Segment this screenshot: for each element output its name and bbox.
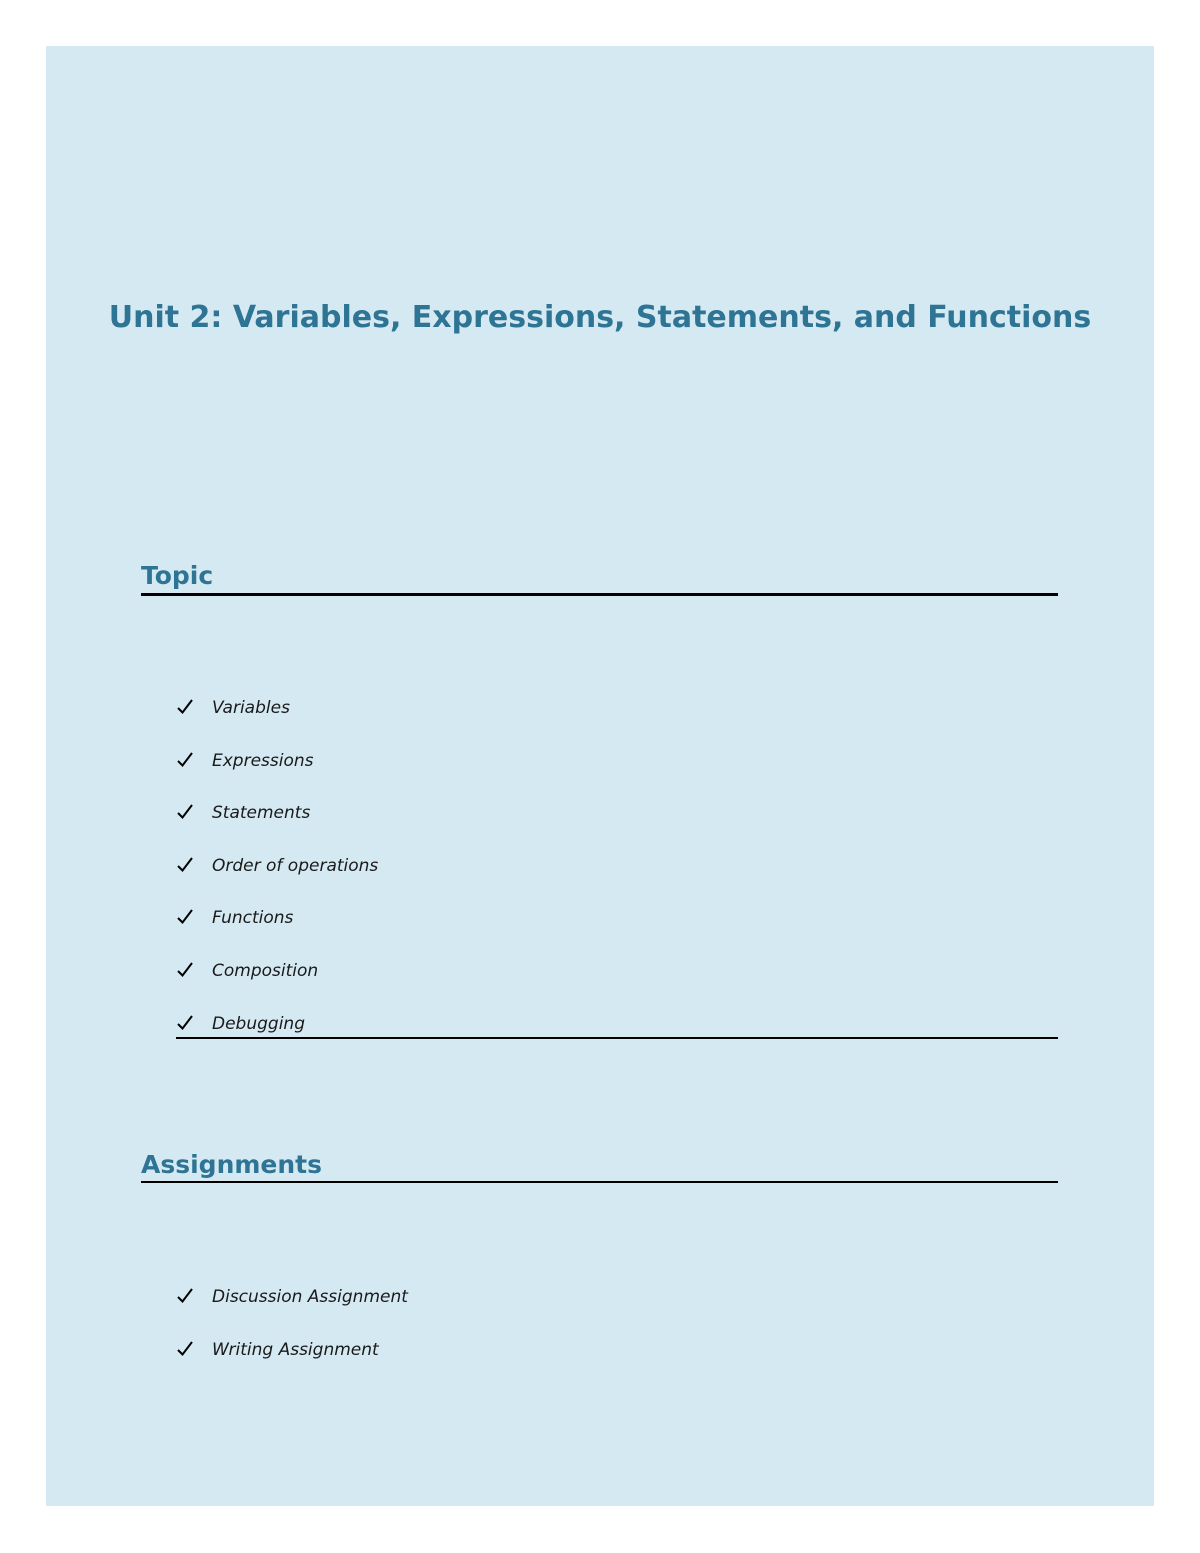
topic-heading: Topic — [141, 561, 214, 590]
checkmark-icon — [176, 855, 194, 875]
topic-item-label: Statements — [212, 803, 311, 824]
page-title: Unit 2: Variables, Expressions, Statements, and Functions — [108, 300, 1092, 335]
topic-heading-rule — [141, 593, 1058, 596]
topic-item-label: Order of operations — [212, 855, 379, 876]
assignment-item-label: Discussion Assignment — [212, 1287, 408, 1307]
topic-item-label: Variables — [212, 698, 290, 718]
assignments-heading-rule — [141, 1181, 1058, 1183]
assignment-item-label: Writing Assignment — [212, 1339, 379, 1360]
checkmark-icon — [176, 1013, 194, 1033]
topic-list-rule — [176, 1037, 1058, 1039]
checkmark-icon — [176, 907, 194, 927]
checkmark-icon — [176, 697, 194, 717]
topic-item-label: Functions — [212, 908, 294, 929]
checkmark-icon — [176, 750, 194, 770]
topic-item-label: Composition — [212, 960, 319, 981]
assignments-heading: Assignments — [141, 1150, 323, 1179]
topic-item-label: Debugging — [212, 1013, 305, 1034]
topic-item-label: Expressions — [212, 750, 314, 771]
checkmark-icon — [176, 802, 194, 822]
checkmark-icon — [176, 1286, 194, 1306]
checkmark-icon — [176, 1339, 194, 1359]
checkmark-icon — [176, 960, 194, 980]
